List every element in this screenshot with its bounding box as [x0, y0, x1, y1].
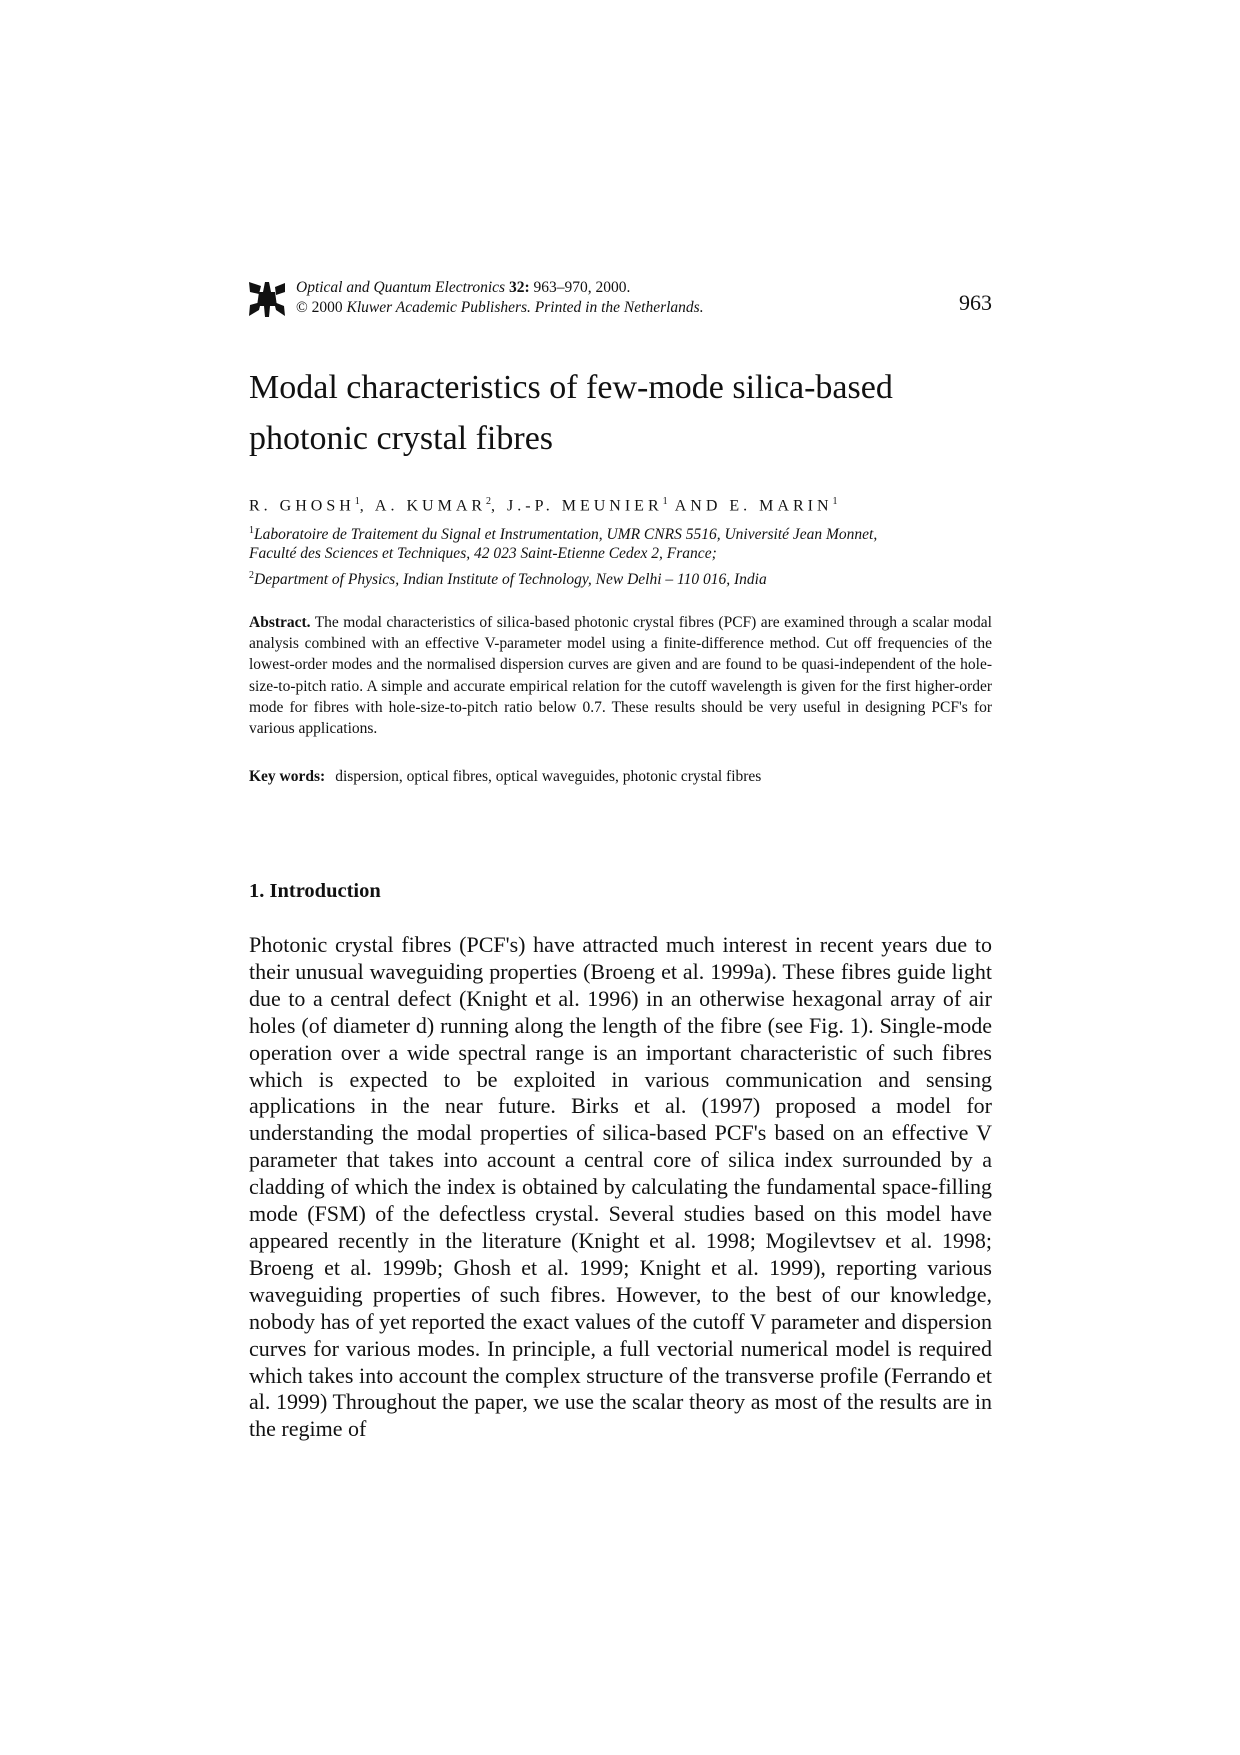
paper-title: [249, 362, 1009, 464]
author-name: A. KUMAR: [374, 497, 487, 515]
journal-pages-year: 963–970, 2000.: [529, 279, 631, 296]
author-affiliation-mark: 1: [832, 496, 838, 507]
author-affiliation-mark: 1: [354, 496, 360, 507]
author-separator: ,: [491, 497, 508, 515]
author-separator: AND: [667, 497, 730, 515]
affiliation-mark: 2: [249, 570, 254, 581]
journal-volume: 32:: [508, 279, 530, 296]
copyright-notice: [296, 298, 704, 317]
copyright-symbol: ©: [296, 299, 308, 316]
title-line-1: Modal characteristics of few-mode silica-based: [249, 369, 893, 406]
affiliation-text: Department of Physics, Indian Institute of Technology, New Delhi – 110 016, India: [254, 571, 767, 589]
title-line-2: photonic crystal fibres: [249, 420, 554, 457]
section-heading: 1. Introduction: [249, 880, 381, 902]
author-list: [249, 496, 838, 515]
author-name: J.-P. MEUNIER: [507, 497, 663, 515]
journal-citation: [296, 278, 630, 297]
publisher-text: Kluwer Academic Publishers. Printed in the Netherlands.: [346, 299, 704, 316]
author-affiliation-mark: 1: [662, 496, 668, 507]
keywords-text: dispersion, optical fibres, optical waveguides, photonic crystal fibres: [335, 768, 762, 785]
author-separator: ,: [359, 497, 375, 515]
affiliation-1-continued: Faculté des Sciences et Techniques, 42 023 Saint-Etienne Cedex 2, France;: [249, 545, 717, 562]
author-name: R. GHOSH: [249, 497, 355, 515]
publisher-logo-icon: [247, 280, 287, 318]
page-number: 963: [959, 290, 992, 315]
abstract-label: Abstract.: [249, 614, 311, 631]
section-body-text: Photonic crystal fibres (PCF's) have attracted much interest in recent years due to their unusual waveguiding properties (Broeng et al. 1999a). These fibres guide light due to a central defect (Knight et al. 1996) in an otherwise hexagonal array of air holes (of diameter d) running along the length of the fibre (see Fig. 1). Single-mode operation over a wide spectral range is an important characteristic of such fibres which is expected to be exploited in various communication and sensing applications in the near future. Birks et al. (1997) proposed a model for understanding the modal properties of silica-based PCF's based on an effective V parameter that takes into account a central core of silica index surrounded by a cladding of which the index is obtained by calculating the fundamental space-filling mode (FSM) of the defectless crystal. Several studies based on this model have appeared recently in the literature (Knight et al. 1998; Mogilevtsev et al. 1998; Broeng et al. 1999b; Ghosh et al. 1999; Knight et al. 1999), reporting various waveguiding properties of such fibres. However, to the best of our knowledge, nobody has of yet reported the exact values of the cutoff V parameter and dispersion curves for various modes. In principle, a full vectorial numerical model is required which takes into account the complex structure of the transverse profile (Ferrando et al. 1999) Throughout the paper, we use the scalar theory as most of the results are in the regime of: [249, 932, 992, 1442]
abstract-text: The modal characteristics of silica-based photonic crystal fibres (PCF) are examined through a scalar modal analysis combined with an effective V-parameter model using a finite-difference method. Cut off frequencies of the lowest-order modes and the normalised dispersion curves are given and are found to be quasi-independent of the hole-size-to-pitch ratio. A simple and accurate empirical relation for the cutoff wavelength is given for the first higher-order mode for fibres with hole-size-to-pitch ratio below 0.7. These results should be very useful in designing PCF's for various applications.: [249, 614, 992, 738]
keywords-label: Key words:: [249, 768, 326, 785]
affiliation-mark: 1: [249, 525, 254, 536]
copyright-year: 2000: [307, 299, 347, 316]
keywords: [249, 768, 761, 786]
affiliation-2: [249, 565, 767, 591]
abstract: [249, 612, 992, 739]
journal-name: Optical and Quantum Electronics: [296, 279, 506, 296]
affiliation-text: Laboratoire de Traitement du Signal et Instrumentation, UMR CNRS 5516, Université Jean Monnet,: [254, 526, 878, 544]
author-affiliation-mark: 2: [486, 496, 492, 507]
author-name: E. MARIN: [729, 497, 833, 515]
